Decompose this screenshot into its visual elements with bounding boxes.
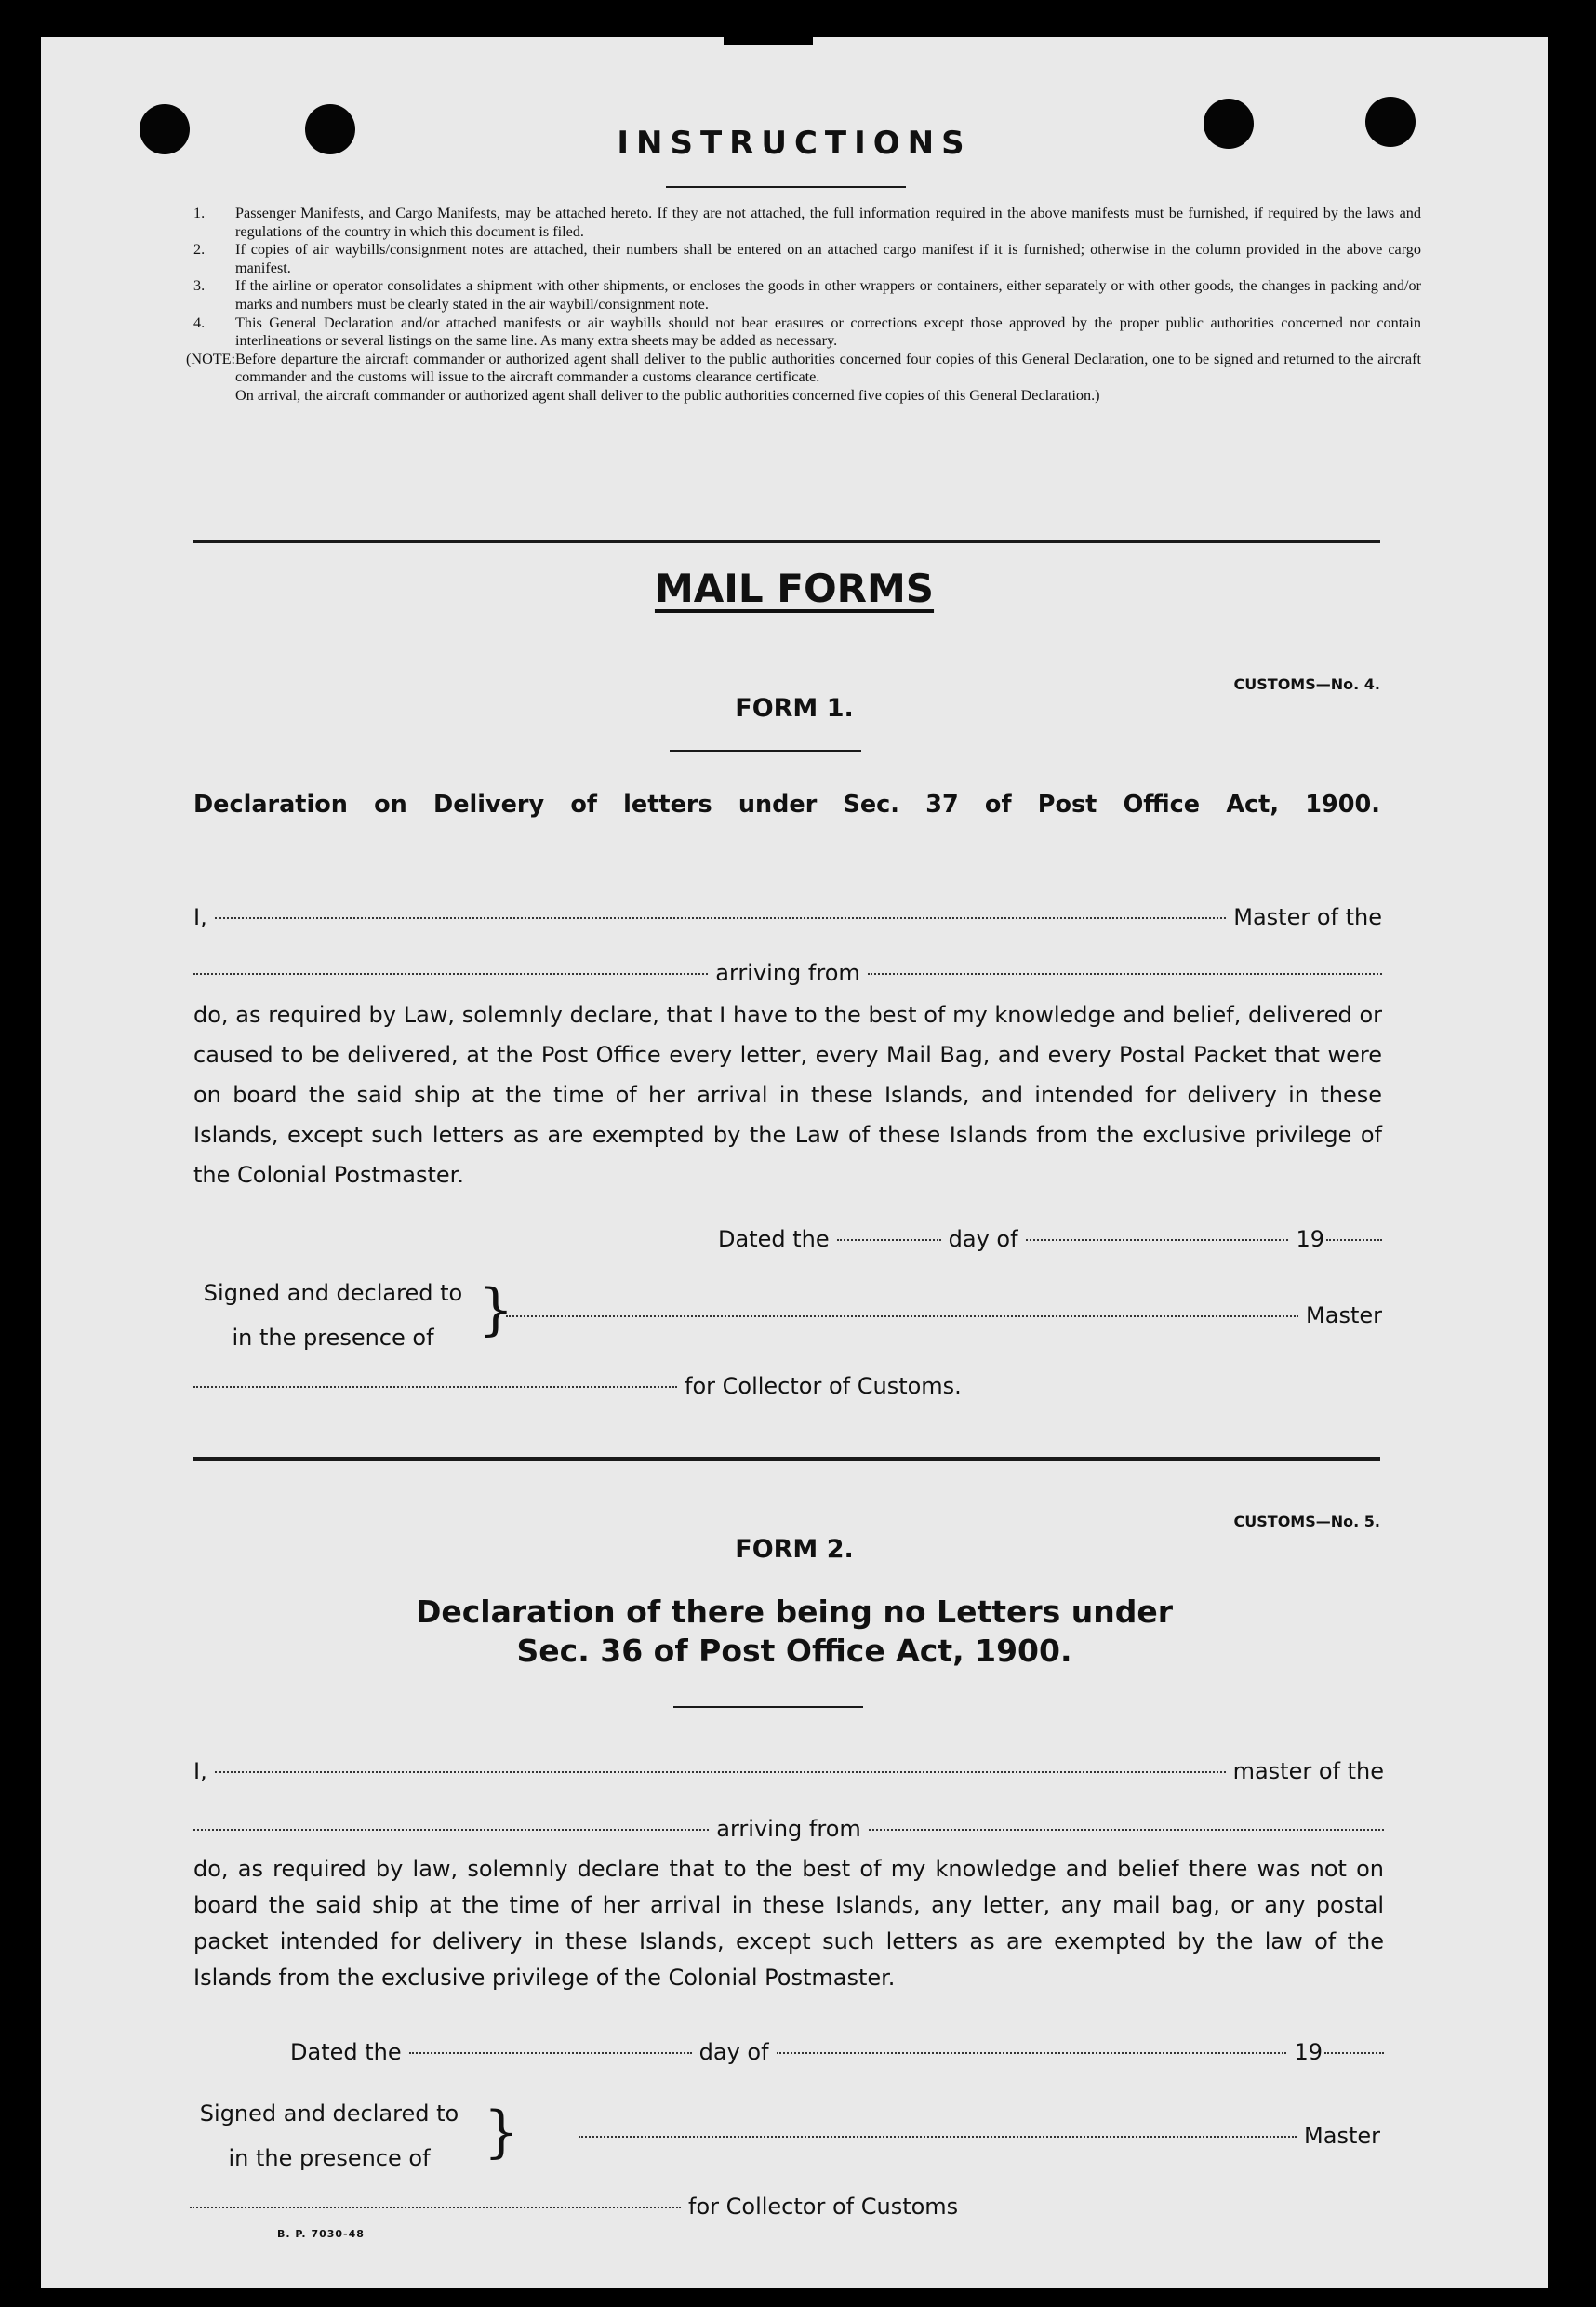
- form1-brace: }: [478, 1277, 514, 1342]
- form1-master-signature-line: Master: [506, 1302, 1382, 1328]
- document-sheet: [41, 37, 1548, 2288]
- section-divider-middle: [193, 1457, 1380, 1461]
- form1-master-line: I, Master of the: [193, 904, 1382, 930]
- form1-collector-field[interactable]: [193, 1386, 677, 1388]
- form1-title-rule: [670, 750, 861, 752]
- instruction-note-departure: Before departure the aircraft commander or authorized agent shall deliver to the public authorities concerned four copies of this General Declaration, one to be signed and returned to the aircraft commander and the customs will issue to the aircraft commander a customs clearance certificate.: [235, 350, 1421, 386]
- form1-body: do, as required by Law, solemnly declare, that I have to the best of my knowledge and belief, delivered or caused to be delivered, at the Post Office every letter, every Mail Bag, and every Postal Packet that were on board the said ship at the time of her arrival in these Islands, and intended for delivery in these Islands, except such letters as are exempted by the Law of these Islands from the exclusive privilege of the Colonial Postmaster.: [193, 1002, 1382, 1188]
- instruction-item-1: 1. Passenger Manifests, and Cargo Manifests, may be attached hereto. If they are not attached, the full information required in the above manifests must be furnished, if required by the laws and regulations of the country in which this document is filed.: [193, 205, 1421, 240]
- form2-day-field[interactable]: [409, 2052, 692, 2054]
- top-tab-mark: [724, 32, 813, 45]
- form1-title: FORM 1.: [735, 694, 854, 723]
- instruction-item-2: 2. If copies of air waybills/consignment notes are attached, their numbers shall be entered on an attached cargo manifest if it is furnished; otherwise in the column provided in the above cargo manifest.: [193, 241, 1421, 276]
- form1-ship-field[interactable]: [193, 973, 708, 975]
- form2-dated-line: Dated the day of 19: [290, 2039, 1384, 2065]
- form1-dated-line: Dated the day of 19: [718, 1226, 1382, 1252]
- form1-year-field[interactable]: [1326, 1239, 1382, 1241]
- instruction-item-3: 3. If the airline or operator consolidates a shipment with other shipments, or encloses the goods in other wrappers or containers, either separately or with other goods, the changes in packing and/or marks and numbers must be clearly stated in the air waybill/consignment note.: [193, 277, 1421, 313]
- form2-body: do, as required by law, solemnly declare that to the best of my knowledge and belief there was not on board the said ship at the time of her arrival in these Islands, any letter, any mail bag, or any postal packet intended for delivery in these Islands, except such letters as are exempted by the law of the Islands from the exclusive privilege of the Colonial Postmaster.: [193, 1856, 1384, 1991]
- form2-collector-field[interactable]: [190, 2207, 681, 2208]
- form2-arriving-line: arriving from: [193, 1816, 1384, 1842]
- form1-name-field[interactable]: [215, 917, 1227, 919]
- mail-forms-title: MAIL FORMS: [654, 566, 935, 611]
- form2-customs-ref: CUSTOMS—No. 5.: [1233, 1513, 1380, 1530]
- form2-heading-rule: [673, 1706, 863, 1708]
- section-divider-top: [193, 540, 1380, 543]
- form1-collector-line: for Collector of Customs.: [193, 1373, 1049, 1399]
- form2-heading: Declaration of there being no Letters under Sec. 36 of Post Office Act, 1900.: [415, 1594, 1174, 1669]
- form2-master-signature-field[interactable]: [579, 2136, 1297, 2138]
- instruction-item-4: 4. This General Declaration and/or attached manifests or air waybills should not bear erasures or corrections except those approved by the proper public authorities concerned nor contain interlineations or several listings on the same line. As many extra sheets may be added as necessary.: [193, 313, 1421, 350]
- form2-name-field[interactable]: [215, 1771, 1226, 1773]
- form1-month-field[interactable]: [1026, 1239, 1289, 1241]
- form1-customs-ref: CUSTOMS—No. 4.: [1233, 675, 1380, 693]
- form2-month-field[interactable]: [777, 2052, 1287, 2054]
- form2-origin-field[interactable]: [869, 1829, 1384, 1831]
- form2-year-field[interactable]: [1324, 2052, 1384, 2054]
- instruction-note-arrival: On arrival, the aircraft commander or authorized agent shall deliver to the public authorities concerned five copies of this General Declaration.): [235, 386, 1100, 404]
- form2-collector-line: for Collector of Customs: [190, 2194, 1027, 2220]
- instruction-note: (NOTE: Before departure the aircraft commander or authorized agent shall deliver to the public authorities concerned four copies of this General Declaration, one to be signed and returned to the aircraft commander and the customs will issue to the aircraft commander a customs clearance certificate. On arrival, the aircraft commander or authorized agent shall deliver to the public authorities concerned five copies of this General Declaration.): [186, 350, 1421, 404]
- form2-signed-label: Signed and declared to in the presence of: [199, 2100, 459, 2171]
- instructions-list: [186, 205, 1421, 406]
- form1-arriving-line: arriving from: [193, 960, 1382, 986]
- instructions-title: INSTRUCTIONS: [617, 125, 972, 162]
- footer-code: B. P. 7030-48: [277, 2228, 365, 2240]
- form2-title: FORM 2.: [735, 1535, 854, 1564]
- form2-master-signature-line: Master: [579, 2123, 1380, 2149]
- form1-declaration-heading: Declaration on Delivery of letters under Sec. 37 of Post Office Act, 1900.: [193, 791, 1380, 819]
- form2-master-line: I, master of the: [193, 1758, 1384, 1784]
- form2-ship-field[interactable]: [193, 1829, 709, 1831]
- form1-origin-field[interactable]: [868, 973, 1382, 975]
- form2-brace: }: [484, 2100, 520, 2165]
- form1-master-signature-field[interactable]: [506, 1315, 1298, 1317]
- form1-day-field[interactable]: [837, 1239, 941, 1241]
- form1-signed-label: Signed and declared to in the presence of: [203, 1280, 463, 1351]
- instructions-title-rule: [666, 186, 906, 188]
